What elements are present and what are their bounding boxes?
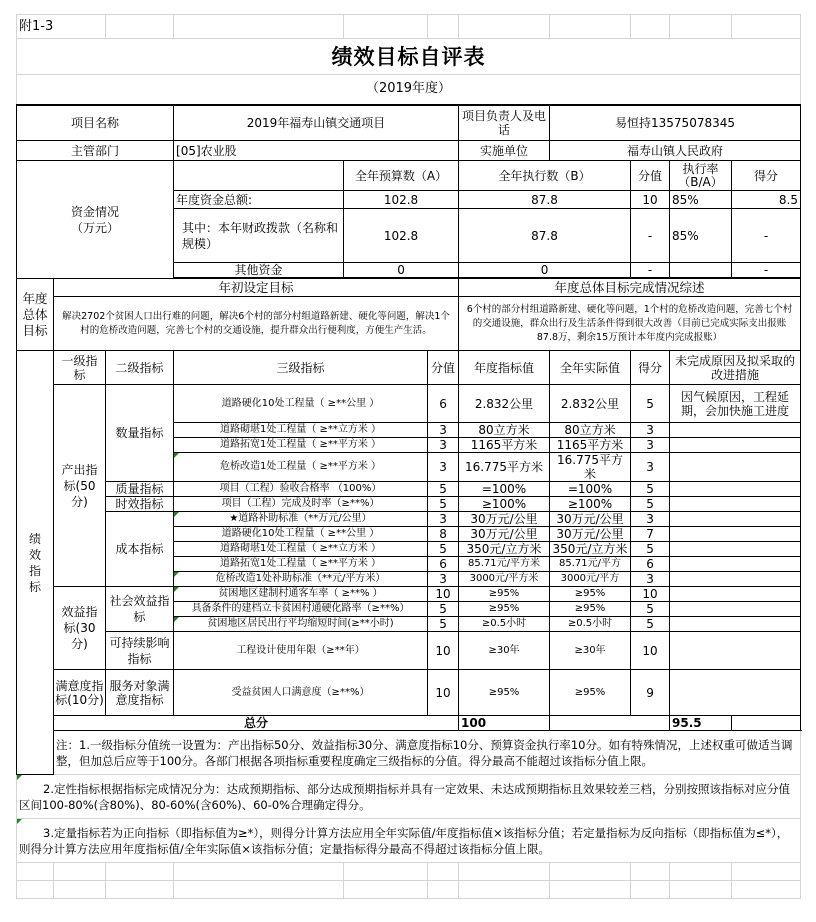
indicator-score: 3 xyxy=(631,438,670,453)
subgroup-sustain: 可持续影响指标 xyxy=(106,632,174,670)
impl-value: 福寿山镇人民政府 xyxy=(550,141,801,161)
ind-header-score: 得分 xyxy=(631,351,670,385)
project-leader-label: 项目负责人及电话 xyxy=(459,105,550,141)
indicator-score: 3 xyxy=(631,453,670,482)
total-points: 100 xyxy=(459,716,550,731)
indicator-points: 3 xyxy=(428,572,459,587)
indicator-target: ≥0.5小时 xyxy=(459,617,550,632)
subgroup-service: 服务对象满意度指标 xyxy=(106,670,174,716)
indicator-points: 5 xyxy=(428,602,459,617)
funds-row-rate: 85% xyxy=(670,209,732,263)
dept-value: [05]农业股 xyxy=(174,141,459,161)
indicator-score: 6 xyxy=(631,557,670,572)
indicator-score: 3 xyxy=(631,512,670,527)
note-2: 2.定性指标根据指标完成情况分为：达成预期指标、部分达成预期指标并具有一定效果、未达成预期指标且效果较差三档，分别按照该指标对应分值区间100-80%(含80%)、80-60%(含60%)、60-0%合理确定得分。 xyxy=(17,775,801,819)
subgroup-quality: 质量指标 xyxy=(106,482,174,497)
indicator-target: 3000元/平方米 xyxy=(459,572,550,587)
indicator-score: 5 xyxy=(631,617,670,632)
indicator-actual: 30万元/公里 xyxy=(550,527,631,542)
indicator-points: 6 xyxy=(428,557,459,572)
indicator-target: ≥30年 xyxy=(459,632,550,670)
indicator-reason xyxy=(670,632,801,670)
indicator-target: ≥95% xyxy=(459,602,550,617)
funds-section-label: 资金情况 （万元） xyxy=(17,161,174,279)
indicator-target: 1165平方米 xyxy=(459,438,550,453)
indicators-section-label: 绩效指标 xyxy=(17,351,54,775)
indicator-reason xyxy=(670,670,801,716)
ind-header-level3: 三级指标 xyxy=(174,351,428,385)
indicator-actual: ≥95% xyxy=(550,602,631,617)
group-benefit: 效益指标(30分) xyxy=(54,587,106,670)
ind-header-points: 分值 xyxy=(428,351,459,385)
indicator-reason xyxy=(670,527,801,542)
indicator-score: 5 xyxy=(631,482,670,497)
indicator-name: 道路硬化10处工程量（ ≥**公里 ） xyxy=(174,385,428,423)
indicator-target: ≥95% xyxy=(459,670,550,716)
funds-header-rate: 执行率（B/A） xyxy=(670,161,732,191)
indicator-points: 8 xyxy=(428,527,459,542)
indicator-actual: 1165平方米 xyxy=(550,438,631,453)
indicator-points: 5 xyxy=(428,497,459,512)
indicator-reason xyxy=(670,497,801,512)
indicator-actual: 80立方米 xyxy=(550,423,631,438)
subgroup-timeliness: 时效指标 xyxy=(106,497,174,512)
indicator-reason xyxy=(670,453,801,482)
funds-row-executed: 87.8 xyxy=(459,191,631,209)
funds-row-budget: 0 xyxy=(344,263,459,278)
attachment-label: 附1-3 xyxy=(17,15,106,39)
indicator-score: 10 xyxy=(631,632,670,670)
indicator-points: 5 xyxy=(428,617,459,632)
ind-header-actual: 全年实际值 xyxy=(550,351,631,385)
indicator-actual: ≥95% xyxy=(550,670,631,716)
evaluation-sheet xyxy=(16,14,800,899)
funds-row-executed: 0 xyxy=(459,263,631,278)
indicator-target: =100% xyxy=(459,482,550,497)
funds-row-points: - xyxy=(631,263,670,278)
indicator-points: 10 xyxy=(428,587,459,602)
funds-row-rate xyxy=(670,263,732,278)
funds-row-rate: 85% xyxy=(670,191,732,209)
impl-label: 实施单位 xyxy=(459,141,550,161)
indicator-name: 受益贫困人口满意度（≥**%） xyxy=(174,670,428,716)
indicator-target: 80立方米 xyxy=(459,423,550,438)
indicator-points: 3 xyxy=(428,512,459,527)
project-name-label: 项目名称 xyxy=(17,105,174,141)
indicator-points: 3 xyxy=(428,438,459,453)
indicator-reason: 因气候原因，工程延期，会加快施工进度 xyxy=(670,385,801,423)
indicator-reason xyxy=(670,602,801,617)
project-leader-value: 易恒持13575078345 xyxy=(550,105,801,141)
indicator-name: 道路砌堪1处工程量（ ≥**立方米 ） xyxy=(174,542,428,557)
sheet-title: 绩效目标自评表 xyxy=(17,39,801,75)
funds-row-label: 其他资金 xyxy=(174,263,344,278)
indicator-actual: 350元/立方米 xyxy=(550,542,631,557)
indicator-points: 5 xyxy=(428,482,459,497)
total-score: 95.5 xyxy=(670,716,732,731)
funds-row-points: 10 xyxy=(631,191,670,209)
indicator-actual: 30万元/公里 xyxy=(550,512,631,527)
indicator-points: 10 xyxy=(428,632,459,670)
funds-row-score: 8.5 xyxy=(732,191,801,209)
funds-header-points: 分值 xyxy=(631,161,670,191)
indicator-actual: 2.832公里 xyxy=(550,385,631,423)
indicator-actual: 85.71元/平方 xyxy=(550,557,631,572)
indicator-actual: ≥95% xyxy=(550,587,631,602)
indicator-score: 5 xyxy=(631,385,670,423)
funds-header-executed: 全年执行数（B） xyxy=(459,161,631,191)
funds-row-score: - xyxy=(732,209,801,263)
indicator-target: 30万元/公里 xyxy=(459,512,550,527)
indicator-actual: =100% xyxy=(550,482,631,497)
funds-header-score: 得分 xyxy=(732,161,801,191)
indicator-score: 3 xyxy=(631,423,670,438)
subgroup-cost: 成本指标 xyxy=(106,512,174,587)
indicator-score: 7 xyxy=(631,527,670,542)
ind-header-reason: 未完成原因及拟采取的改进措施 xyxy=(670,351,801,385)
sheet-year: （2019年度） xyxy=(17,75,801,105)
indicator-reason xyxy=(670,482,801,497)
indicator-actual: ≥30年 xyxy=(550,632,631,670)
indicator-name: 项目（工程）完成及时率（≥**%） xyxy=(174,497,428,512)
funds-header-budget: 全年预算数（A） xyxy=(344,161,459,191)
indicator-name: 道路拓宽1处工程量（ ≥**平方米 ） xyxy=(174,557,428,572)
indicator-reason xyxy=(670,557,801,572)
indicator-name: 工程设计使用年限（≥**年） xyxy=(174,632,428,670)
ind-header-level1: 一级指标 xyxy=(54,351,106,385)
goals-summary-header: 年度总体目标完成情况综述 xyxy=(459,279,801,297)
indicator-reason xyxy=(670,617,801,632)
goals-initial-header: 年初设定目标 xyxy=(54,279,459,297)
group-output: 产出指标(50分) xyxy=(54,385,106,587)
indicator-name: 道路拓宽1处工程量（ ≥**平方米 ） xyxy=(174,438,428,453)
indicator-reason xyxy=(670,512,801,527)
indicator-name: 危桥改造1处工程量（ ≥**平方米 ） xyxy=(174,453,428,482)
goals-section-label: 年度总体目标 xyxy=(17,279,54,351)
indicator-name: 道路砌堪1处工程量（ ≥**立方米 ） xyxy=(174,423,428,438)
indicator-reason xyxy=(670,587,801,602)
indicator-score: 5 xyxy=(631,497,670,512)
indicator-name: 贫困地区建制村通客车率（ ≥**% ） xyxy=(174,587,428,602)
goals-summary-text: 6个村的部分村组道路新建、硬化等问题，1个村的危桥改造问题，完善七个村的交通设施，群众出行及生活条件得到很大改善（目前已完成实际支出报账87.8万，剩余15万预计本年度内完成报账） xyxy=(459,297,801,351)
indicator-points: 3 xyxy=(428,423,459,438)
ind-header-target: 年度指标值 xyxy=(459,351,550,385)
funds-row-budget: 102.8 xyxy=(344,191,459,209)
funds-row-score: - xyxy=(732,263,801,278)
indicator-actual: 3000元/平方 xyxy=(550,572,631,587)
indicator-target: 2.832公里 xyxy=(459,385,550,423)
indicator-target: ≥95% xyxy=(459,587,550,602)
indicator-target: 350元/立方米 xyxy=(459,542,550,557)
funds-row-label: 年度资金总额: xyxy=(174,191,344,209)
indicator-score: 3 xyxy=(631,572,670,587)
indicator-reason xyxy=(670,423,801,438)
indicator-name: 项目（工程）验收合格率 （100%） xyxy=(174,482,428,497)
indicator-points: 6 xyxy=(428,385,459,423)
indicator-actual: 16.775平方米 xyxy=(550,453,631,482)
indicator-reason xyxy=(670,438,801,453)
total-label: 总分 xyxy=(54,716,459,731)
indicator-score: 10 xyxy=(631,587,670,602)
indicator-points: 3 xyxy=(428,453,459,482)
note-1: 注：1.一级指标分值统一设置为：产出指标50分、效益指标30分、满意度指标10分、预算资金执行率10分。如有特殊情况，上述权重可做适当调整，但加总后应等于100分。各部门根据各项指标重要程度确定三级指标的分值。得分最高不能超过该指标分值上限。 xyxy=(54,731,801,775)
indicator-points: 10 xyxy=(428,670,459,716)
dept-label: 主管部门 xyxy=(17,141,174,161)
indicator-actual: ≥100% xyxy=(550,497,631,512)
indicator-target: 85.71元/平方米 xyxy=(459,557,550,572)
indicator-actual: ≥0.5小时 xyxy=(550,617,631,632)
subgroup-social: 社会效益指标 xyxy=(106,587,174,632)
note-3: 3.定量指标若为正向指标（即指标值为≥*），则得分计算方法应用全年实际值/年度指标值×该指标分值；若定量指标为反向指标（即指标值为≤*），则得分计算方法应用年度指标值/全年实际值×该指标分值；定量指标得分最高不得超过该指标分值上限。 xyxy=(17,819,801,863)
indicator-reason xyxy=(670,542,801,557)
indicator-name: 具备条件的建档立卡贫困村通硬化路率（≥**%） xyxy=(174,602,428,617)
indicator-points: 5 xyxy=(428,542,459,557)
funds-row-label: 其中：本年财政拨款（名称和规模） xyxy=(174,209,344,263)
indicator-name: ★道路补助标准（**万元/公里） xyxy=(174,512,428,527)
indicator-name: 贫困地区居民出行平均缩短时间(≥**小时) xyxy=(174,617,428,632)
indicator-target: 16.775平方米 xyxy=(459,453,550,482)
indicator-target: ≥100% xyxy=(459,497,550,512)
indicator-score: 5 xyxy=(631,542,670,557)
funds-row-executed: 87.8 xyxy=(459,209,631,263)
funds-row-budget: 102.8 xyxy=(344,209,459,263)
evaluation-table xyxy=(16,14,801,899)
indicator-score: 5 xyxy=(631,602,670,617)
project-name-value: 2019年福寿山镇交通项目 xyxy=(174,105,459,141)
subgroup-quantity: 数量指标 xyxy=(106,385,174,482)
goals-initial-text: 解决2702个贫困人口出行难的问题，解决6个村的部分村组道路新建、硬化等问题，解决1个村的危桥改造问题，完善七个村的交通设施，提升群众出行便利度，方便生产生活。 xyxy=(54,297,459,351)
ind-header-level2: 二级指标 xyxy=(106,351,174,385)
indicator-name: 道路硬化10处工程量（ ≥**公里 ） xyxy=(174,527,428,542)
group-satisfaction: 满意度指标(10分) xyxy=(54,670,106,716)
indicator-name: 危桥改造1处补助标准（**元/平方米） xyxy=(174,572,428,587)
indicator-reason xyxy=(670,572,801,587)
indicator-score: 9 xyxy=(631,670,670,716)
funds-row-points: - xyxy=(631,209,670,263)
indicator-target: 30万元/公里 xyxy=(459,527,550,542)
